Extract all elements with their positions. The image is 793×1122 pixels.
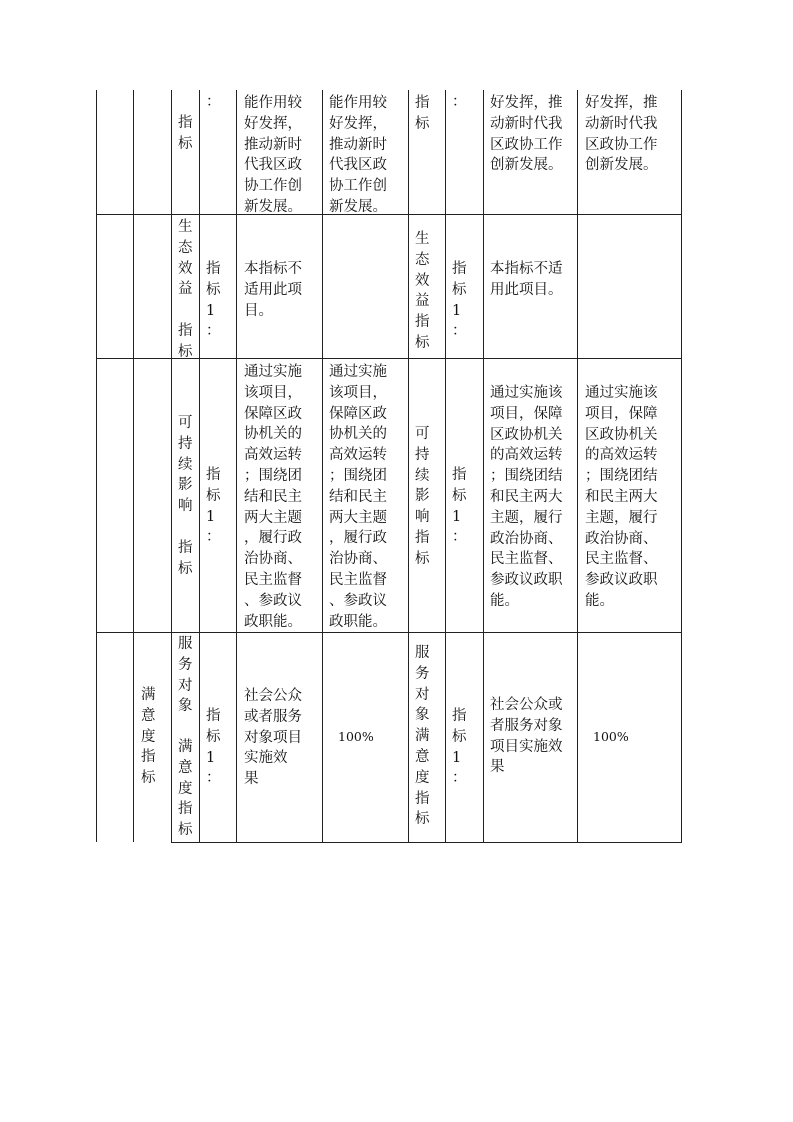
grid-line <box>96 90 97 842</box>
row4-indicator-number-right: 指 标 1 ： <box>452 708 467 787</box>
row2-target-text: 本指标不 适用此项 目。 <box>244 261 302 319</box>
row2-indicator-number-right: 指 标 1 ： <box>452 261 467 340</box>
row4-category-label-b: 满 意 度 指 标 <box>178 739 193 839</box>
row3-category-label-right: 可 持 续 影 响 指 标 <box>415 426 430 567</box>
row1-colon: ： <box>206 94 221 110</box>
grid-line <box>681 90 682 842</box>
row4-satisfaction-category: 满 意 度 指 标 <box>141 687 156 787</box>
grid-line <box>133 90 134 842</box>
row3-target-text: 通过实施 该项目， 保障区政 协机关的 高效运转 ；围绕团 结和民主 两大主题 ，履行政 治协商、 民主监督 、参政议 政职能。 <box>244 364 302 630</box>
grid-line <box>96 632 682 633</box>
row1-indicator-label-right: 指 标 <box>415 95 430 132</box>
grid-line <box>577 90 578 842</box>
row1-indicator-label: 指 标 <box>178 115 193 152</box>
row3-value-text-right: 通过实施该 项目，保障 区政协机关 的高效运转 ；围绕团结 和民主两大 主题，履行 政治协商、 民主监督、 参政议政职 能。 <box>585 385 658 609</box>
row1-value-text: 能作用较 好发挥， 推动新时 代我区政 协工作创 新发展。 <box>329 95 387 215</box>
row2-target-text-right: 本指标不适 用此项目。 <box>490 261 563 298</box>
grid-line <box>236 90 237 842</box>
row2-category-label: 生 态 效 益 <box>178 219 193 298</box>
row3-category-label: 可 持 续 影 响 <box>178 415 193 515</box>
row4-value: 100% <box>338 729 374 744</box>
grid-line <box>199 90 200 842</box>
grid-line <box>322 90 323 842</box>
grid-line <box>408 90 409 842</box>
row4-value-right: 100% <box>593 729 629 744</box>
row1-target-text: 能作用较 好发挥， 推动新时 代我区政 协工作创 新发展。 <box>244 95 302 215</box>
row4-target-text-right: 社会公众或 者服务对象 项目实施效 果 <box>490 697 563 776</box>
row3-indicator-number-right: 指 标 1 ： <box>452 467 467 546</box>
row1-target-text-right: 好发挥，推 动新时代我 区政协工作 创新发展。 <box>490 95 563 174</box>
grid-line <box>171 90 172 842</box>
grid-line <box>96 214 682 215</box>
row3-category-label-b: 指 标 <box>178 540 193 577</box>
row4-category-label: 服 务 对 象 <box>178 636 193 715</box>
row2-indicator-number: 指 标 1 ： <box>206 261 221 340</box>
row3-value-text: 通过实施 该项目， 保障区政 协机关的 高效运转 ；围绕团 结和民主 两大主题 ，履行政 治协商、 民主监督 、参政议 政职能。 <box>329 364 387 630</box>
row4-indicator-number: 指 标 1 ： <box>206 708 221 787</box>
row4-target-text: 社会公众 或者服务 对象项目 实施效 果 <box>244 688 302 788</box>
row3-target-text-right: 通过实施该 项目，保障 区政协机关 的高效运转 ；围绕团结 和民主两大 主题，履行 政治协商、 民主监督、 参政议政职 能。 <box>490 385 563 609</box>
grid-line <box>445 90 446 842</box>
row1-value-text-right: 好发挥，推 动新时代我 区政协工作 创新发展。 <box>585 95 658 174</box>
row1-colon-right: ： <box>452 94 467 110</box>
grid-line <box>171 842 682 843</box>
grid-line <box>483 90 484 842</box>
row2-category-label-right: 生 态 效 益 指 标 <box>415 231 430 351</box>
row4-category-label-right: 服 务 对 象 满 意 度 指 标 <box>415 645 430 828</box>
row3-indicator-number: 指 标 1 ： <box>206 467 221 546</box>
row2-category-label-b: 指 标 <box>178 323 193 360</box>
